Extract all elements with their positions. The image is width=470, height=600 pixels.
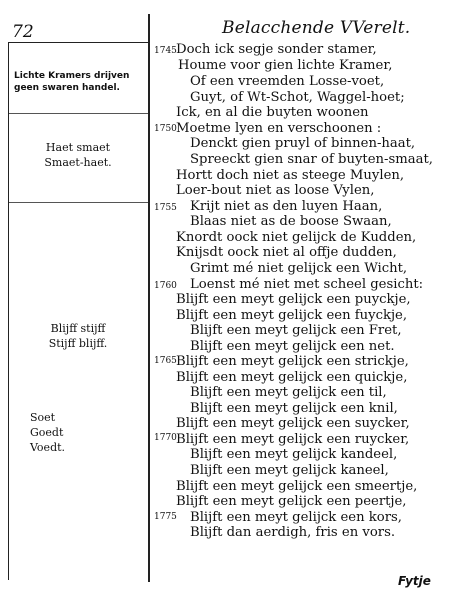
margin-note-line: geen swaren handel. bbox=[14, 83, 120, 93]
margin-note-line: Stijff blijff. bbox=[48, 337, 108, 350]
page-number: 72 bbox=[12, 22, 34, 42]
verse-line: Blaas niet as de boose Swaan, bbox=[190, 214, 392, 229]
verse-line: Blijft een meyt gelijck een Fret, bbox=[190, 323, 402, 338]
verse-line: Doch ick segje sonder stamer, bbox=[176, 42, 377, 57]
verse-line: Blijft een meyt gelijck een net. bbox=[190, 339, 395, 354]
verse-line: Ick, en al die buyten woonen bbox=[176, 105, 369, 120]
line-number: 1755 bbox=[154, 203, 177, 213]
verse-line: Blijft een meyt gelijck een knil, bbox=[190, 401, 398, 416]
verse-line: Blijft een meyt gelijck een peertje, bbox=[176, 494, 407, 509]
verse-line: Blijft een meyt gelijck een quickje, bbox=[176, 370, 408, 385]
verse-line: Grimt mé niet gelijck een Wicht, bbox=[190, 261, 408, 276]
catchword: Fytje bbox=[398, 574, 431, 588]
line-number: 1775 bbox=[154, 512, 177, 522]
line-number: 1745 bbox=[154, 46, 177, 56]
verse-line: Blijft een meyt gelijck een puyckje, bbox=[176, 292, 411, 307]
verse-line: Blijft een meyt gelijck kaneel, bbox=[190, 463, 389, 478]
margin-note-line: Haet smaet bbox=[45, 141, 111, 154]
verse-line: Blijft dan aerdigh, fris en vors. bbox=[190, 525, 396, 540]
margin-note-line: Lichte Kramers drijven bbox=[14, 71, 130, 81]
running-head: Belacchende VVerelt. bbox=[222, 18, 411, 38]
margin-note-line: Voedt. bbox=[30, 441, 66, 454]
margin-note-line: Smaet-haet. bbox=[44, 156, 112, 169]
verse-line: Loenst mé niet met scheel gesicht: bbox=[190, 277, 424, 292]
margin-note-line: Blijff stijff bbox=[50, 322, 106, 335]
verse-line: Guyt, of Wt-Schot, Waggel-hoet; bbox=[190, 90, 405, 105]
verse-line: Blijft een meyt gelijck een strickje, bbox=[176, 354, 409, 369]
margin-note-line: Goedt bbox=[30, 426, 64, 439]
verse-line: Blijft een meyt gelijck een kors, bbox=[190, 510, 402, 525]
verse-line: Spreeckt gien snar of buyten-smaat, bbox=[190, 152, 433, 167]
verse-line: Blijft een meyt gelijck een ruycker, bbox=[176, 432, 410, 447]
verse-line: Of een vreemden Losse-voet, bbox=[190, 74, 385, 89]
verse-line: Denckt gien pruyl of binnen-haat, bbox=[190, 136, 416, 151]
verse-line: Knijsdt oock niet al offje dudden, bbox=[176, 245, 397, 260]
verse-line: Houme voor gien lichte Kramer, bbox=[178, 58, 393, 73]
verse-line: Blijft een meyt gelijck een suycker, bbox=[176, 416, 410, 431]
verse-line: Blijft een meyt gelijck kandeel, bbox=[190, 447, 398, 462]
line-number: 1770 bbox=[154, 433, 177, 443]
verse-line: Hortt doch niet as steege Muylen, bbox=[176, 168, 405, 183]
verse-line: Moetme lyen en verschoonen : bbox=[176, 121, 382, 136]
line-number: 1765 bbox=[154, 356, 177, 366]
verse-line: Blijft een meyt gelijck een smeertje, bbox=[176, 479, 418, 494]
line-number: 1760 bbox=[154, 281, 177, 291]
line-number: 1750 bbox=[154, 124, 177, 134]
verse-line: Blijft een meyt gelijck een til, bbox=[190, 385, 387, 400]
verse-line: Loer-bout niet as loose Vylen, bbox=[176, 183, 375, 198]
verse-line: Krijt niet as den luyen Haan, bbox=[190, 199, 383, 214]
verse-line: Blijft een meyt gelijck een fuyckje, bbox=[176, 308, 408, 323]
margin-note-line: Soet bbox=[30, 411, 56, 424]
verse-line: Knordt oock niet gelijck de Kudden, bbox=[176, 230, 417, 245]
